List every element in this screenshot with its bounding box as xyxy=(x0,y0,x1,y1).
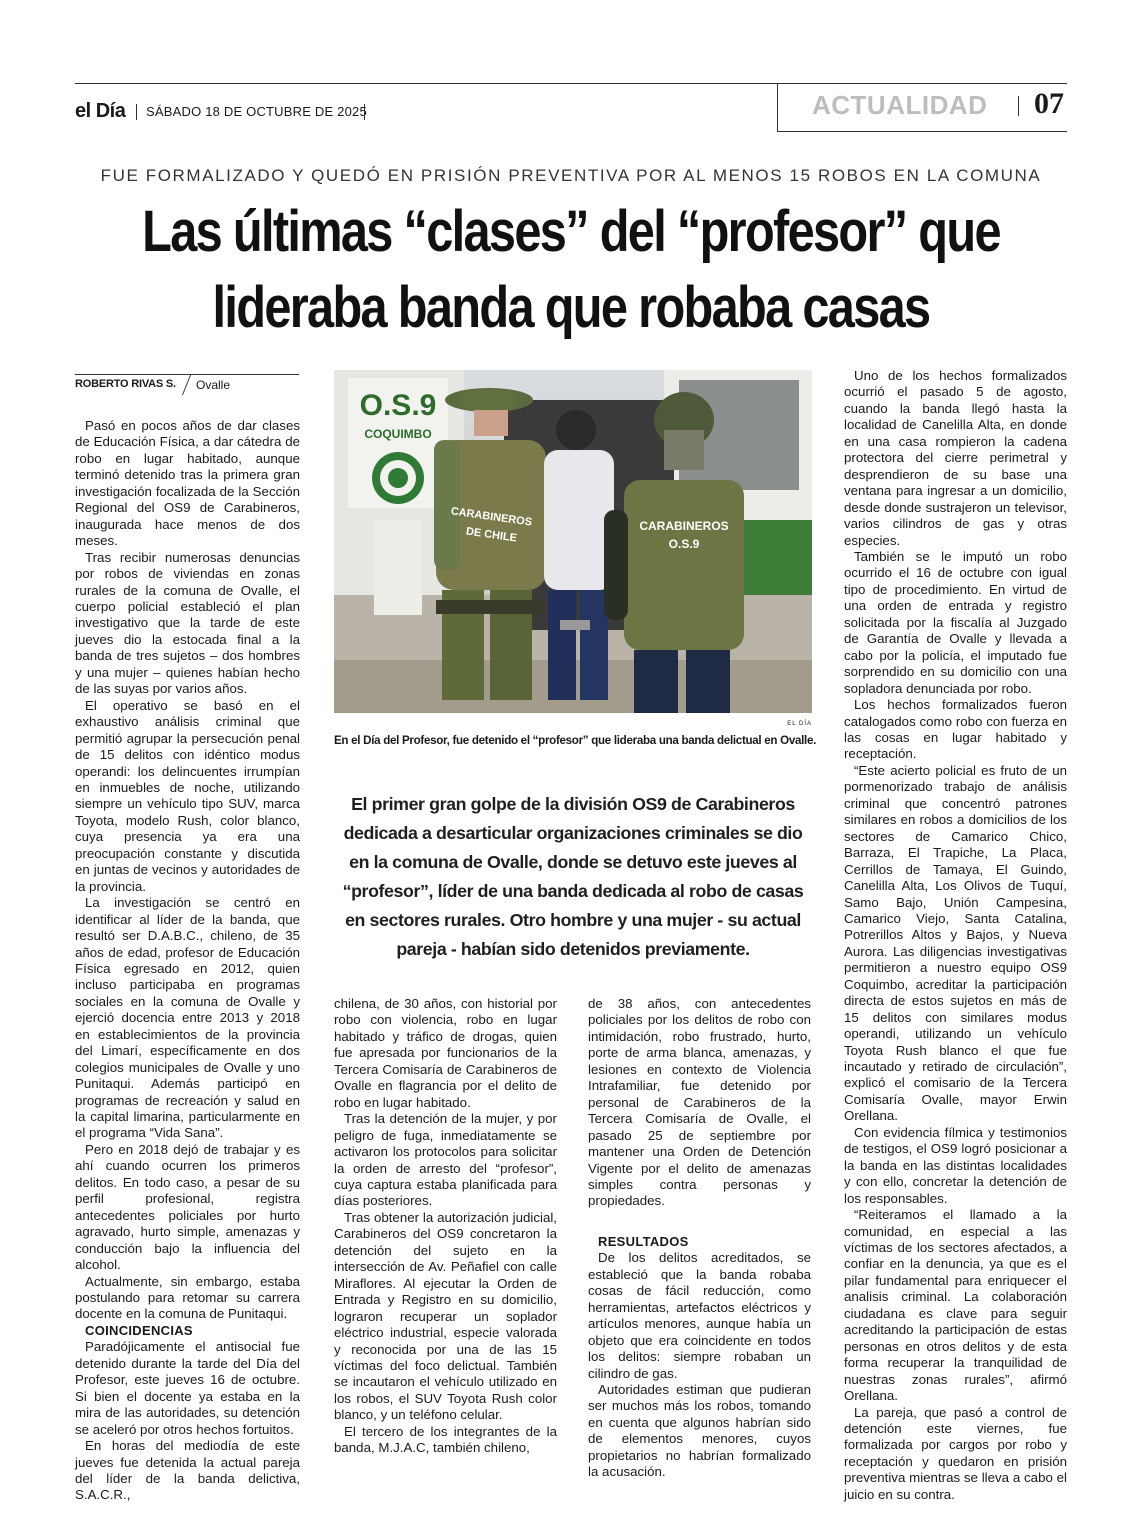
article-photo xyxy=(334,370,812,713)
photo-sign-city: COQUIMBO xyxy=(364,427,432,441)
paragraph: El tercero de los integrantes de la banda, M.J.A.C, también chileno, xyxy=(334,1423,557,1456)
header-separator xyxy=(364,104,365,120)
paragraph: La pareja, que pasó a control de detención este viernes, fue formalizada por cargos por robo y receptación y quedaron en prisión preventiva mientras se lleva a cabo el juicio en su contra. xyxy=(844,1404,1067,1502)
paragraph: chilena, de 30 años, con historial por robo con violencia, robo en lugar habitado y tráfico de drogas, quien fue apresada por funcionarios de la Tercera Comisaría de Carabineros de Ovalle en flagrancia por el delito de robo en lugar habitado. xyxy=(334,996,557,1110)
header-section-divider xyxy=(777,83,778,131)
headline-line-2: lideraba banda que robaba casas xyxy=(212,275,930,340)
pull-quote: El primer gran golpe de la división OS9 de Carabineros dedicada a desarticular organizaciones criminales se dio en la comuna de Ovalle, donde se detuvo este jueves al “profesor”, líder de una banda dedicada al robo de casas en sectores rurales. Otro hombre y una mujer - su actual pareja - habían sido detenidos previamente. xyxy=(342,794,804,959)
article-column-3 xyxy=(588,996,811,1481)
paragraph: En horas del mediodía de este jueves fue detenida la actual pareja del líder de la banda delictiva, S.A.C.R., xyxy=(75,1438,300,1503)
paragraph: También se le imputó un robo ocurrido el 16 de octubre con igual tipo de procedimiento. En virtud de una orden de entrada y registro solicitada por la fiscalía al Juzgado de Garantía de Ovalle y llevada a cabo por la policía, el imputado fue sorprendido en su domicilio con una sopladora denunciada por robo. xyxy=(844,548,1067,696)
masthead-logo: el Día xyxy=(75,100,126,122)
photo-vest-left-2: DE CHILE xyxy=(465,525,518,545)
subhead-coincidencias: COINCIDENCIAS xyxy=(85,1322,193,1338)
paragraph: Tras la detención de la mujer, y por peligro de fuga, inmediatamente se activaron los protocolos para solicitar la orden de arresto del “profesor”, cuya captura estaba planificada para días posteriores. xyxy=(334,1111,557,1209)
author-byline: ROBERTO RIVAS S. xyxy=(75,378,176,390)
paragraph: “Reiteramos el llamado a la comunidad, en especial a las víctimas de los sectores afectados, a confiar en la denuncia, ya que es el pilar fundamental para enriquecer el analisis criminal. La colaboración ciudadana es clave para seguir acreditando la participación de estas personas en otros delitos y de esta forma recuperar la tranquilidad de nuestras zonas rurales”, afirmó Orellana. xyxy=(844,1207,1067,1404)
paragraph: El operativo se basó en el exhaustivo análisis criminal que permitió agrupar la persecución penal de 15 delitos con idéntico modus operandi: los delincuentes irrumpían en inmuebles de noche, utilizando siempre un vehículo tipo SUV, marca Toyota, modelo Rush, color blanco, cuya presencia ya era una preocupación constante y discutida en juntas de vecinos y autoridades de la provincia. xyxy=(75,697,300,894)
paragraph: “Este acierto policial es fruto de un pormenorizado trabajo de análisis criminal que concentró patrones similares en robos a domicilios de los sectores de Camarico Chico, Barraza, El Trapiche, La Placa, Cerrillos de Tamaya, El Guindo, Canelilla Alta, Los Olivos de Tuquí, Samo Bajo, Unión Campesina, Camarico Viejo, Santa Catalina, Potrerillos Altos y Bajos, y Nueva Aurora. Las diligencias investigativas permitieron a nuestro equipo OS9 Coquimbo, acreditar la participación directa de estos sujetos en más de 15 delitos con similares modus operandi, utilizando un vehículo Toyota Rush blanco el que fue incautado y retirado de circulación”, explicó el comisario de la Tercera Comisaría Ovalle, mayor Erwin Orellana. xyxy=(844,762,1067,1124)
paragraph: Paradójicamente el antisocial fue detenido durante la tarde del Día del Profesor, este jueves 16 de octubre. Si bien el docente ya estaba en la mira de las autoridades, su detención se aceleró por otros hechos fortuitos. xyxy=(75,1339,300,1437)
header-bottom-rule xyxy=(777,131,1067,132)
paragraph: Con evidencia fílmica y testimonios de testigos, el OS9 logró posicionar a la banda en las distintas localidades y con ello, concretar la detención de los responsables. xyxy=(844,1124,1067,1206)
photo-vest-right-1: CARABINEROS xyxy=(639,519,729,533)
paragraph: Autoridades estiman que pudieran ser muchos más los robos, tomando en cuenta que algunos habrían sido de elementos menores, cuyos propietarios no habrían formalizado la acusación. xyxy=(588,1381,811,1480)
paragraph: de 38 años, con antecedentes policiales por los delitos de robo con intimidación, robo frustrado, hurto, porte de arma blanca, amenazas, y lesiones en contexto de Violencia Intrafamiliar, fue detenido por personal de Carabineros de la Tercera Comisaría de Ovalle, el pasado 25 de septiembre por mantener una Orden de Detención Vigente por el delito de amenazas simples contra personas y propiedades. xyxy=(588,996,811,1209)
dateline-city: Ovalle xyxy=(196,378,231,392)
header-separator xyxy=(136,104,137,120)
photo-vest-right-2: O.S.9 xyxy=(668,537,700,551)
headline-line-1: Las últimas “clases” del “profesor” que xyxy=(142,199,1000,264)
photo-caption: En el Día del Profesor, fue detenido el “profesor” que lideraba una banda delictual en Ovalle. xyxy=(334,734,817,747)
page-number: 07 xyxy=(1034,87,1064,120)
article-column-2 xyxy=(334,996,557,1457)
paragraph: Pasó en pocos años de dar clases de Educación Física, a dar cátedra de robo en lugar habitado, aunque terminó detenido tras la primera gran investigación focalizada de la Sección Regional del OS9 de Carabineros, inaugurada hace menos de dos meses. xyxy=(75,418,300,549)
header-top-rule xyxy=(75,83,1067,84)
article-column-4 xyxy=(844,368,1067,1503)
subhead-resultados: RESULTADOS xyxy=(598,1233,689,1249)
article-headline xyxy=(125,194,1017,346)
paragraph: Actualmente, sin embargo, estaba postulando para retomar su carrera docente en la comuna de Punitaqui. xyxy=(75,1273,300,1322)
article-column-1 xyxy=(75,418,300,1504)
byline-rule xyxy=(75,374,299,375)
paragraph: Pero en 2018 dejó de trabajar y es ahí cuando ocurren los primeros delitos. En todo caso, a pesar de su perfil profesional, registra antecedentes policiales por hurto agravado, hurto simple, amenazas y conducción bajo la influencia del alcohol. xyxy=(75,1141,300,1273)
article-kicker: FUE FORMALIZADO Y QUEDÓ EN PRISIÓN PREVENTIVA POR AL MENOS 15 ROBOS EN LA COMUNA xyxy=(100,166,1042,185)
paragraph: La investigación se centró en identificar al líder de la banda, que resultó ser D.A.B.C., chileno, de 35 años de edad, profesor de Educación Física egresado en 2012, quien incluso participaba en programas sociales en la comuna de Ovalle y ejerció docencia entre 2013 y 2018 en establecimientos de la provincia del Limarí, específicamente en dos colegios municipales de Ovalle y uno Punitaqui. Además participó en programas de recreación y salud en la capital limarina, particularmente en el programa “Vida Sana”. xyxy=(75,895,300,1141)
header-date: SÁBADO 18 DE OCTUBRE DE 2025 xyxy=(146,104,367,119)
paragraph: Los hechos formalizados fueron catalogados como robo con fuerza en las cosas en lugar habitado y receptación. xyxy=(844,697,1067,762)
photo-credit: EL DÍA xyxy=(787,721,812,727)
photo-vest-left-1: CARABINEROS xyxy=(450,505,533,529)
photo-sign-unit: O.S.9 xyxy=(359,389,437,422)
paragraph: De los delitos acreditados, se estableció que la banda robaba cosas de fácil reducción, como herramientas, artefactos eléctricos y artículos menores, aunque había un objeto que era coincidente en todos los delitos: siempre robaban un cilindro de gas. xyxy=(588,1250,811,1381)
page-number-separator xyxy=(1018,96,1019,116)
paragraph: Tras obtener la autorización judicial, Carabineros del OS9 concretaron la detención del sujeto en la intersección de Av. Peñafiel con calle Miraflores. Al ejecutar la Orden de Entrada y Registro en su domicilio, lograron recuperar un soplador eléctrico industrial, especie valorada y reconocida por una de las 15 víctimas del foco delictual. También se incautaron el vehículo utilizado en los robos, el SUV Toyota Rush color blanco, y un teléfono celular. xyxy=(334,1209,557,1423)
paragraph: Uno de los hechos formalizados ocurrió el pasado 5 de agosto, cuando la banda llegó hasta la localidad de Canelilla Alta, en donde en una casa rompieron la cadena protectora del cierre perimetral y desprendieron de su base una ventana para ingresar a un domicilio, desde donde sustrajeron un televisor, varios cilindros de gas y otras especies. xyxy=(844,368,1067,548)
paragraph: Tras recibir numerosas denuncias por robos de viviendas en zonas rurales de la comuna de Ovalle, el cuerpo policial estableció el plan investigativo que la tarde de este jueves dio la estocada final a la banda de tres sujetos – dos hombres y una mujer – quienes habían hecho de las suyas por varios años. xyxy=(75,549,300,697)
section-name: ACTUALIDAD xyxy=(812,90,988,120)
